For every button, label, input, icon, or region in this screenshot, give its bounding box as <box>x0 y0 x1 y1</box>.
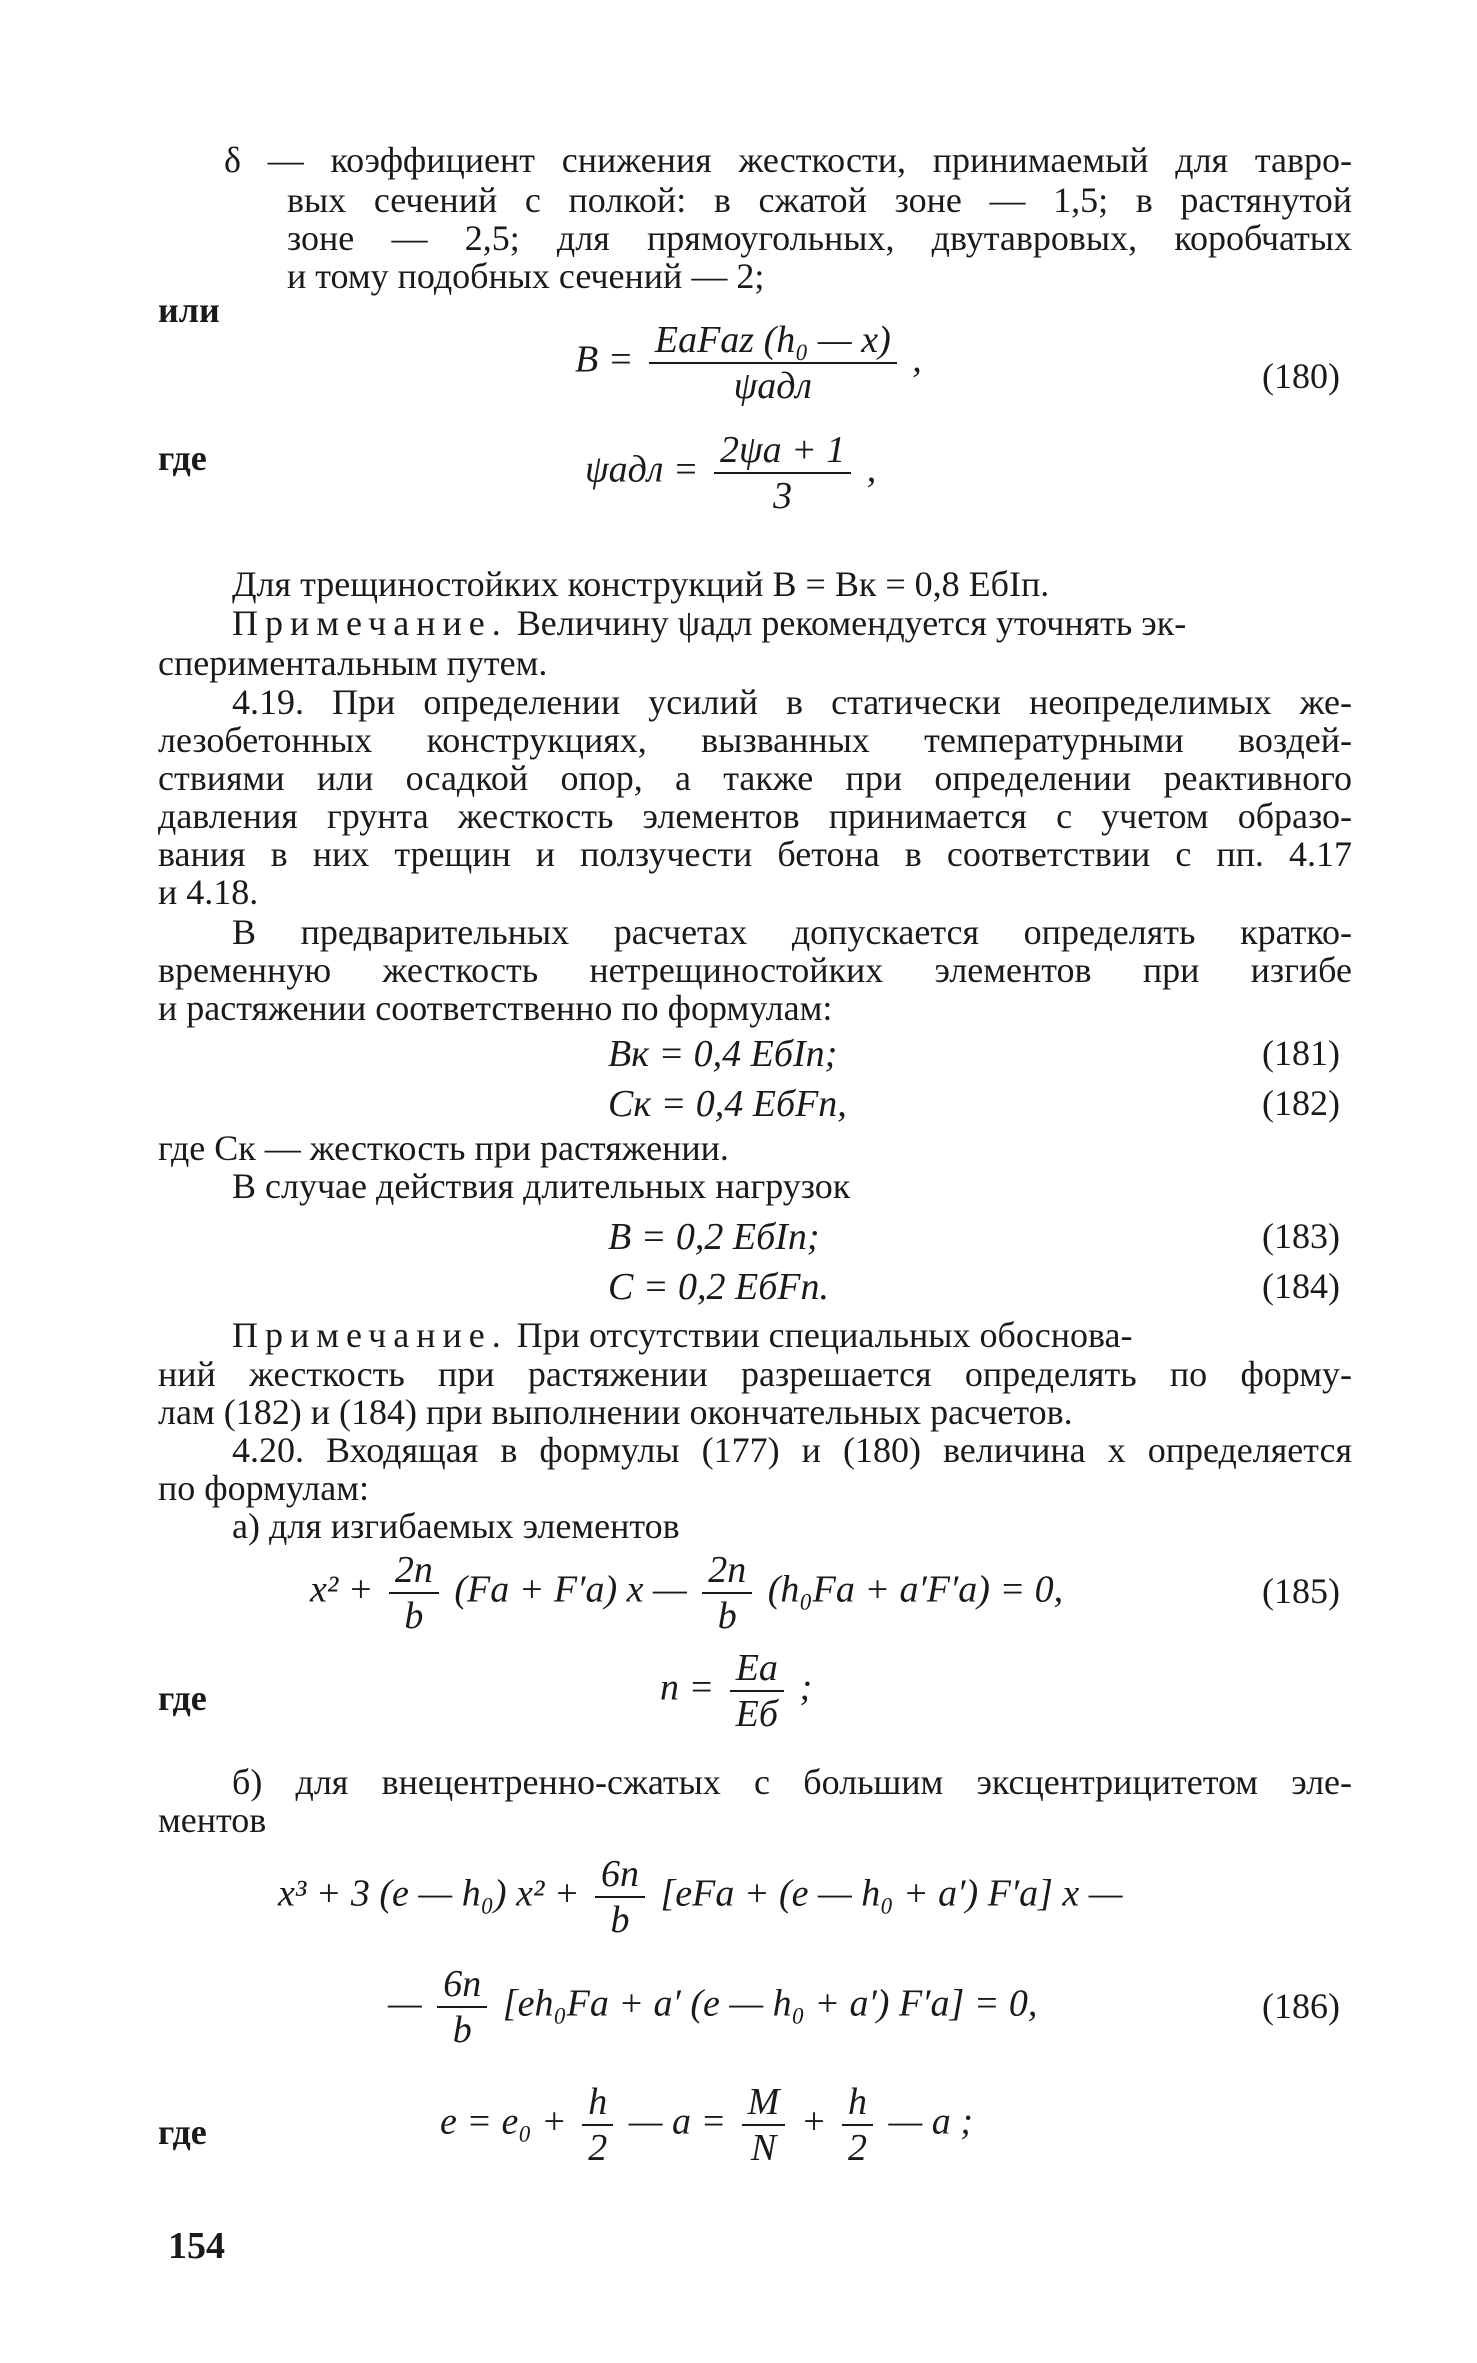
numerator: Eа <box>730 1646 784 1692</box>
equation-part: + <box>800 2100 827 2143</box>
numerator: h <box>582 2080 613 2126</box>
equation-182: Cк = 0,4 EбFп, <box>608 1083 847 1125</box>
denominator: 3 <box>773 475 793 517</box>
fraction <box>437 1962 487 2052</box>
equation-lhs: n = <box>660 1666 715 1709</box>
equation-psi <box>585 428 876 518</box>
text-line: 4.19. При определении усилий в статически неопределимых же- <box>232 682 1352 722</box>
text-line: 4.20. Входящая в формулы (177) и (180) величина x определяется <box>232 1430 1352 1470</box>
denominator: ψадл <box>733 365 812 407</box>
fraction <box>595 1852 645 1942</box>
note-heading: Примечание. <box>232 603 508 643</box>
text-line: δ — коэффициент снижения жесткости, принимаемый для тавро- <box>224 140 1352 180</box>
fraction <box>702 1548 752 1638</box>
text-line: лезобетонных конструкциях, вызванных температурными воздей- <box>158 720 1352 760</box>
note-line: ний жесткость при растяжении разрешается определять по форму- <box>158 1354 1352 1394</box>
denominator: 2 <box>847 2127 867 2169</box>
equation-punct: , <box>912 338 922 381</box>
equation-number: (185) <box>1262 1571 1340 1611</box>
fraction <box>714 428 851 518</box>
equation-part: x² + <box>310 1568 374 1611</box>
word-or: или <box>158 290 220 330</box>
equation-part: (h₀Fа + a′F′а) = 0, <box>767 1568 1064 1611</box>
numerator: 2n <box>702 1548 752 1594</box>
equation-n <box>660 1646 812 1736</box>
equation-number: (182) <box>1262 1083 1340 1123</box>
note-text: Величину ψадл рекомендуется уточнять эк- <box>516 603 1187 643</box>
text-line: вания в них трещин и ползучести бетона в соответствии с пп. 4.17 <box>158 834 1352 874</box>
text-line: по формулам: <box>158 1468 369 1508</box>
equation-185 <box>310 1548 1063 1638</box>
equation-punct: , <box>866 448 877 491</box>
equation-e <box>440 2080 973 2170</box>
text-line: Для трещиностойких конструкций B = Bк = 0,8 EбIп. <box>232 564 1050 604</box>
text-line: В предварительных расчетах допускается определять кратко- <box>232 912 1352 952</box>
text-line: давления грунта жесткость элементов принимается с учетом образо- <box>158 796 1352 836</box>
equation-181: Bк = 0,4 EбIп; <box>608 1033 838 1075</box>
note-line <box>232 1315 1132 1355</box>
text-line: ствиями или осадкой опор, а также при определении реактивного <box>158 758 1352 798</box>
denominator: b <box>610 1899 630 1941</box>
denominator: b <box>452 2009 472 2051</box>
equation-number: (184) <box>1262 1266 1340 1306</box>
word-where: где <box>158 1678 207 1718</box>
text-line: а) для изгибаемых элементов <box>232 1506 680 1546</box>
equation-part: x³ + 3 (e — h₀) x² + <box>278 1872 580 1915</box>
denominator: 2 <box>588 2127 608 2169</box>
fraction <box>742 2080 786 2170</box>
equation-part: [eh₀Fа + a′ (e — h₀ + a′) F′а] = 0, <box>502 1982 1038 2025</box>
denominator: N <box>750 2127 777 2169</box>
note-line <box>232 603 1186 643</box>
text-line: зоне — 2,5; для прямоугольных, двутавровых, коробчатых <box>287 218 1352 258</box>
equation-punct: ; <box>799 1666 813 1709</box>
equation-186-line1 <box>278 1852 1123 1942</box>
equation-part: e = e₀ + <box>440 2100 567 2143</box>
note-line: лам (182) и (184) при выполнении окончательных расчетов. <box>158 1392 1073 1432</box>
numerator: 2ψа + 1 <box>714 428 851 474</box>
text-line: и тому подобных сечений — 2; <box>287 256 765 296</box>
equation-number: (181) <box>1262 1033 1340 1073</box>
note-text: При отсутствии специальных обоснова- <box>516 1315 1133 1355</box>
equation-lhs: B = <box>575 338 634 381</box>
equation-part: — a ; <box>888 2100 973 2143</box>
text-line: вых сечений с полкой: в сжатой зоне — 1,5; в растянутой <box>287 180 1352 220</box>
denominator: b <box>404 1595 424 1637</box>
fraction <box>649 318 897 408</box>
numerator: M <box>742 2080 786 2126</box>
note-heading: Примечание. <box>232 1315 508 1355</box>
equation-184: C = 0,2 EбFп. <box>608 1266 830 1308</box>
note-line: спериментальным путем. <box>158 643 548 683</box>
numerator: 6n <box>595 1852 645 1898</box>
denominator: Eб <box>735 1693 778 1735</box>
word-where: где <box>158 2112 207 2152</box>
equation-number: (180) <box>1262 356 1340 396</box>
equation-180 <box>575 318 922 408</box>
text-line: и 4.18. <box>158 872 259 912</box>
equation-number: (186) <box>1262 1986 1340 2026</box>
word-where: где <box>158 438 207 478</box>
equation-part: [eFа + (e — h₀ + a′) F′а] x — <box>660 1872 1123 1915</box>
equation-number: (183) <box>1262 1216 1340 1256</box>
text-line: временную жесткость нетрещиностойких элементов при изгибе <box>158 950 1352 990</box>
numerator: EаFаz (h₀ — x) <box>649 318 897 364</box>
equation-part: (Fа + F′а) x — <box>454 1568 687 1611</box>
equation-part: — <box>388 1982 422 2025</box>
fraction <box>842 2080 873 2170</box>
numerator: 6n <box>437 1962 487 2008</box>
text-line: б) для внецентренно-сжатых с большим эксцентрицитетом эле- <box>232 1762 1352 1802</box>
text-line: и растяжении соответственно по формулам: <box>158 988 833 1028</box>
text-line: где Cк — жесткость при растяжении. <box>158 1128 729 1168</box>
equation-186-line2 <box>388 1962 1037 2052</box>
page-number: 154 <box>168 2225 225 2267</box>
equation-lhs: ψадл = <box>585 448 699 491</box>
text-line: В случае действия длительных нагрузок <box>232 1166 851 1206</box>
equation-part: — a = <box>628 2100 727 2143</box>
numerator: 2n <box>389 1548 439 1594</box>
fraction <box>389 1548 439 1638</box>
fraction <box>730 1646 784 1736</box>
denominator: b <box>717 1595 737 1637</box>
numerator: h <box>842 2080 873 2126</box>
text-line: ментов <box>158 1800 267 1840</box>
equation-183: B = 0,2 EбIп; <box>608 1216 820 1258</box>
fraction <box>582 2080 613 2170</box>
